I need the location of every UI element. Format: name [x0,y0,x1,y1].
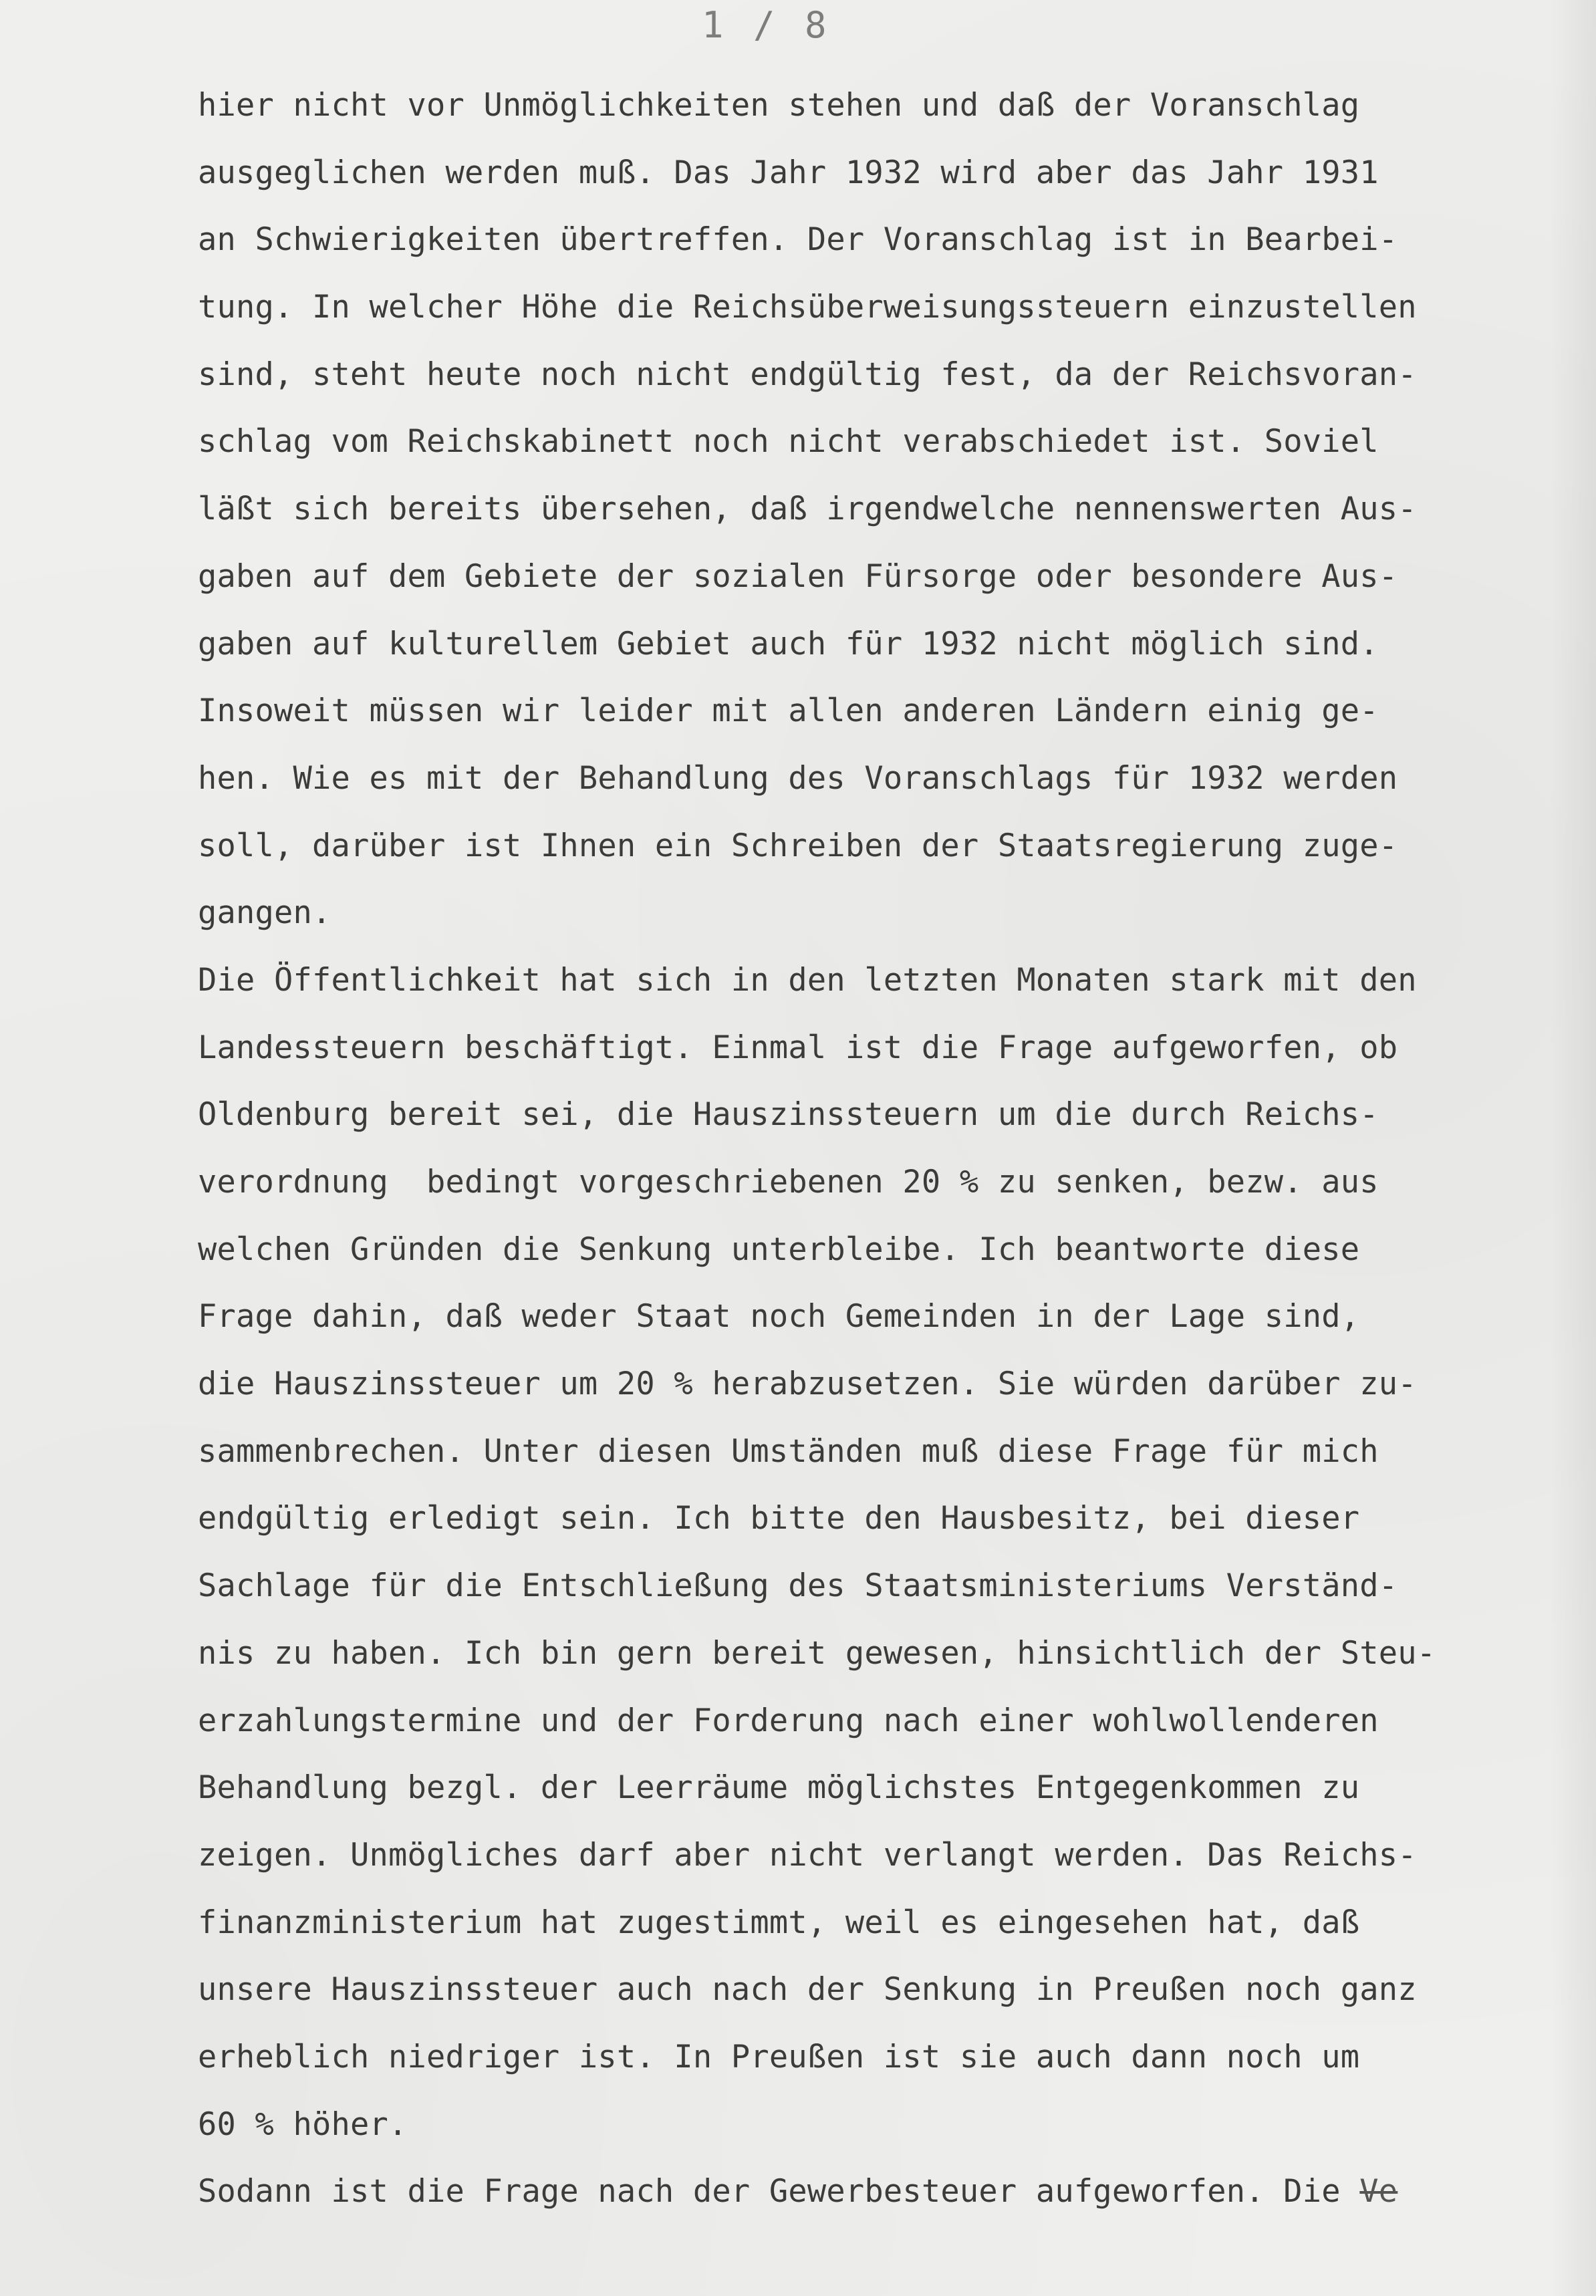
text-line: soll, darüber ist Ihnen ein Schreiben der Staatsregierung zuge- [198,827,1398,864]
text-line: schlag vom Reichskabinett noch nicht verabschiedet ist. Soviel [198,423,1379,461]
text-line: an Schwierigkeiten übertreffen. Der Voranschlag ist in Bearbei- [198,221,1398,259]
page-number: 1 / 8 [702,4,831,46]
text-line: welchen Gründen die Senkung unterbleibe. Ich beantworte diese [198,1231,1360,1268]
text-line: Sachlage für die Entschließung des Staatsministeriums Verständ- [198,1567,1398,1605]
typewritten-text [198,72,1575,2226]
text-line: erzahlungstermine und der Forderung nach einer wohlwollenderen [198,1702,1379,1739]
text-line: hen. Wie es mit der Behandlung des Voranschlags für 1932 werden [198,759,1398,797]
text-line: gaben auf kulturellem Gebiet auch für 1932 nicht möglich sind. [198,625,1379,662]
text-line: Die Öffentlichkeit hat sich in den letzten Monaten stark mit den [198,961,1417,999]
text-line: Behandlung bezgl. der Leerräume möglichstes Entgegenkommen zu [198,1769,1360,1807]
text-line: nis zu haben. Ich bin gern bereit gewesen, hinsichtlich der Steu- [198,1634,1436,1672]
text-line: 60 % höher. [198,2106,408,2143]
text-line: sammenbrechen. Unter diesen Umständen muß diese Frage für mich [198,1432,1379,1470]
text-line: zeigen. Unmögliches darf aber nicht verlangt werden. Das Reichs- [198,1836,1417,1874]
text-line: ausgeglichen werden muß. Das Jahr 1932 wird aber das Jahr 1931 [198,154,1379,191]
text-line: gangen. [198,894,331,932]
text-line: tung. In welcher Höhe die Reichsüberweisungssteuern einzustellen [198,289,1417,326]
text-line: hier nicht vor Unmöglichkeiten stehen und daß der Voranschlag [198,87,1360,124]
text-line: sind, steht heute noch nicht endgültig fest, da der Reichsvoran- [198,356,1417,393]
struck-out-text: Ve [1359,2173,1398,2210]
text-line: erheblich niedriger ist. In Preußen ist sie auch dann noch um [198,2038,1360,2075]
text-line-last [198,2158,1575,2226]
text-line: Frage dahin, daß weder Staat noch Gemeinden in der Lage sind, [198,1298,1360,1335]
text-line: Landessteuern beschäftigt. Einmal ist die Frage aufgeworfen, ob [198,1029,1398,1066]
text-line: läßt sich bereits übersehen, daß irgendwelche nennenswerten Aus- [198,491,1417,528]
scan-edge-shadow [1549,0,1596,2296]
text-line: endgültig erledigt sein. Ich bitte den Hausbesitz, bei dieser [198,1500,1360,1537]
last-line-text: Sodann ist die Frage nach der Gewerbesteuer aufgeworfen. Die [198,2173,1341,2210]
text-line: finanzministerium hat zugestimmt, weil es eingesehen hat, daß [198,1904,1360,1941]
text-line: unsere Hauszinssteuer auch nach der Senkung in Preußen noch ganz [198,1971,1417,2009]
text-line: Insoweit müssen wir leider mit allen anderen Ländern einig ge- [198,692,1379,730]
text-line: verordnung bedingt vorgeschriebenen 20 % zu senken, bezw. aus [198,1164,1379,1200]
text-line: die Hauszinssteuer um 20 % herabzusetzen. Sie würden darüber zu- [198,1366,1417,1403]
text-line: Oldenburg bereit sei, die Hauszinssteuern um die durch Reichs- [198,1096,1379,1134]
text-line: gaben auf dem Gebiete der sozialen Fürsorge oder besondere Aus- [198,557,1398,595]
